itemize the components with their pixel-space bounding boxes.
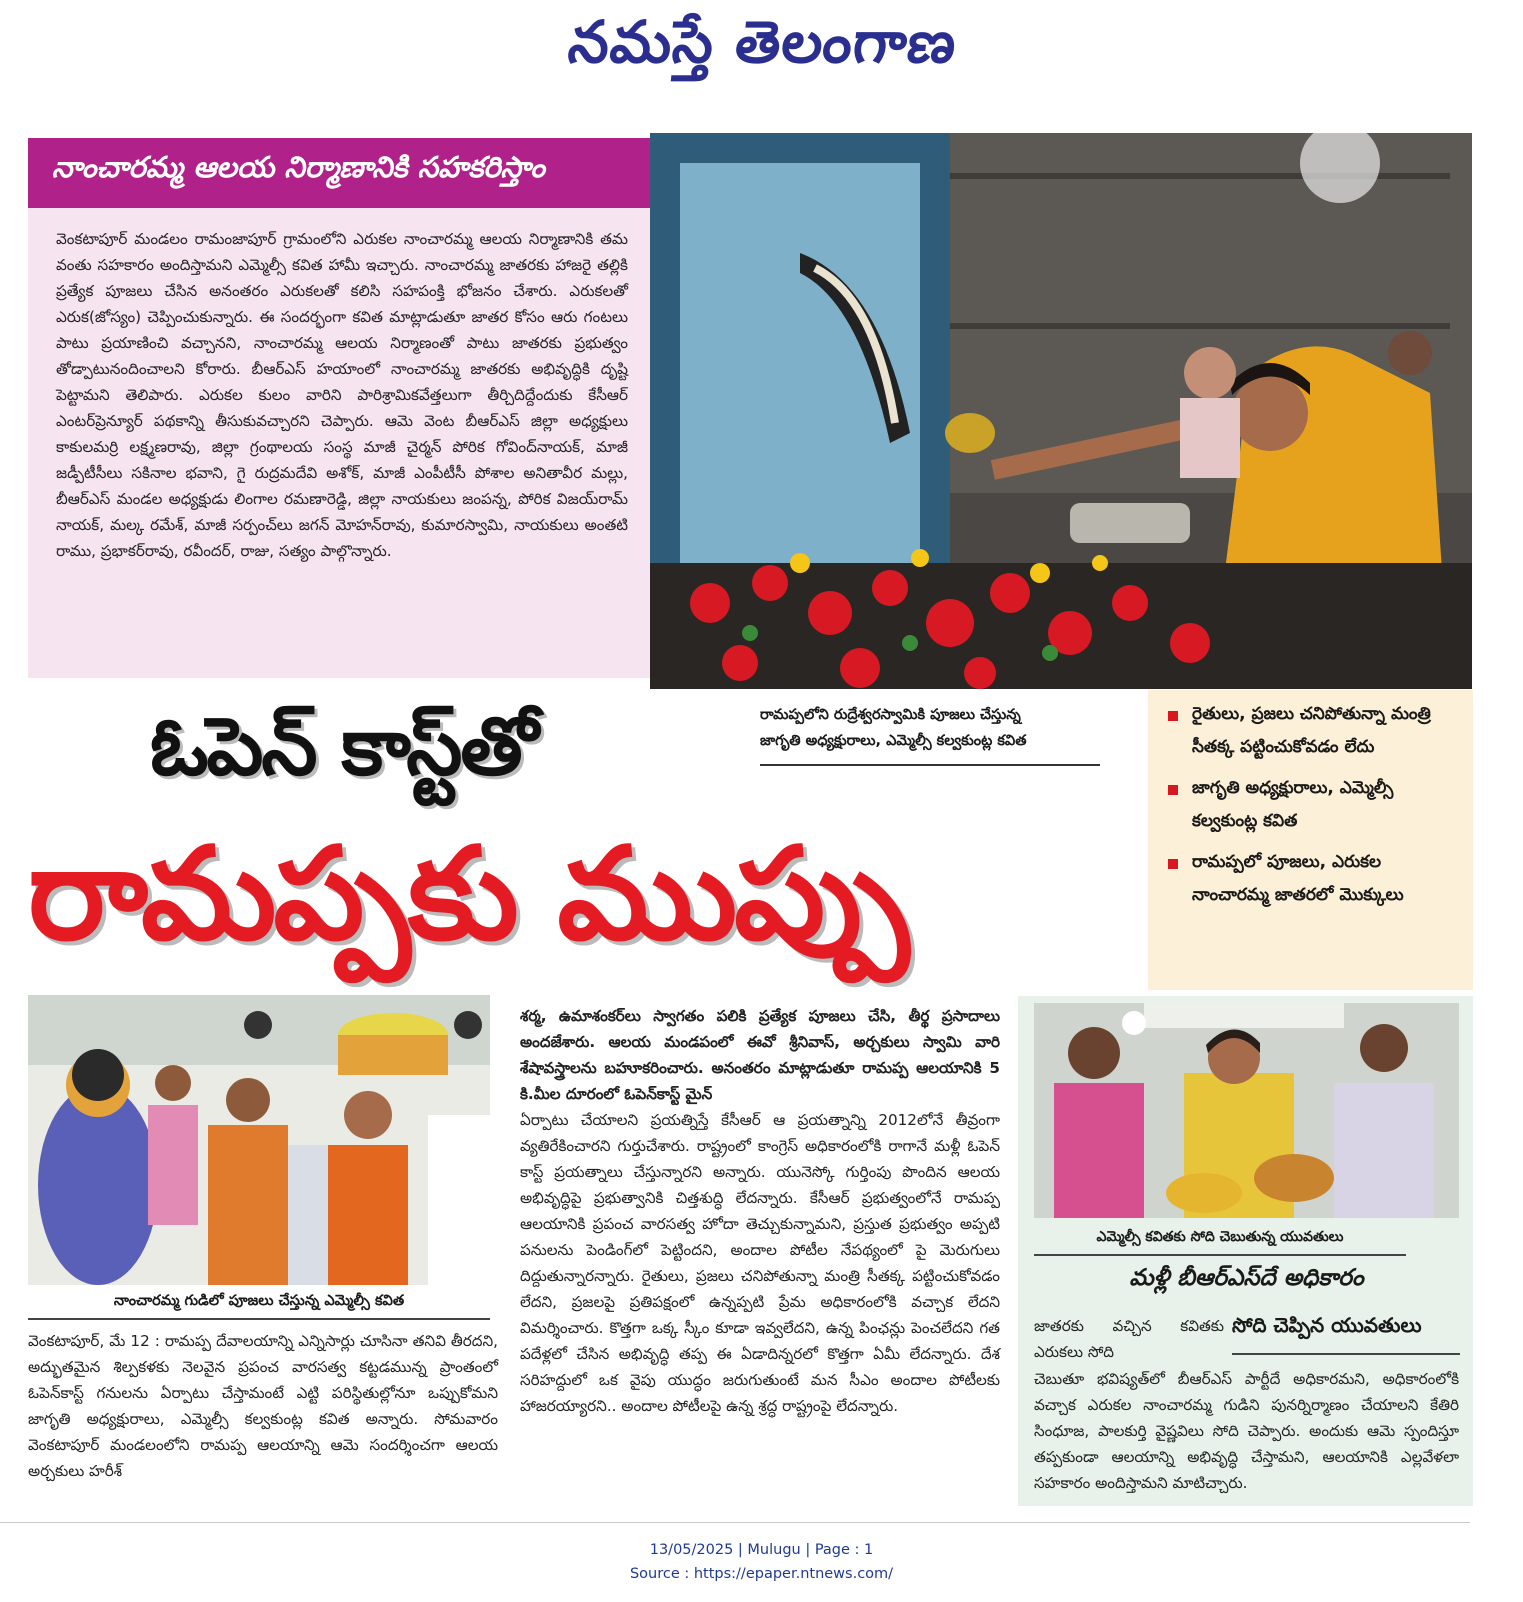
newspaper-title: నమస్తే తెలంగాణ — [564, 8, 960, 76]
edition-info: 13/05/2025 | Mulugu | Page : 1 — [649, 1542, 874, 1558]
side-story-headline-box — [1034, 1265, 1459, 1305]
main-story-body-left — [28, 1328, 498, 1498]
masthead — [0, 0, 1523, 110]
top-story-headline-banner — [28, 138, 650, 208]
side-story-lead-text: జాతరకు వచ్చిన కవితకు ఎరుకలు సోది — [1034, 1317, 1224, 1361]
side-story-subhead: సోది చెప్పిన యువతులు — [1232, 1313, 1422, 1337]
right-photo-caption-box — [1034, 1226, 1406, 1256]
footer-divider — [0, 1522, 1470, 1523]
footer — [0, 1538, 1523, 1598]
side-story-body — [1034, 1366, 1459, 1506]
side-story-body-start — [1034, 1313, 1224, 1373]
side-story-text: చెబుతూ భవిష్యత్‌లో బీఆర్ఎస్ పార్టీదే అధికారమని, అధికారంలోకి వచ్చాక ఎరుకల నాంచారమ్మ గుడిని పునర్నిర్మాణం చేయాలని కేతిరి సింధూజ, పాలకుర్తి వైష్ణవిలు సోది చెప్పారు. అందుకు ఆమె స్పందిస్తూ తప్పకుండా ఆలయాన్ని అభివృద్ధి చేస్తామని, ఆలయానికి ఎల్లవేళలా సహకారం అందిస్తామని మాటిచ్చారు. — [1034, 1370, 1459, 1492]
headline-line-2: రామప్పకు ముప్పు — [28, 820, 907, 969]
nancharamma-temple-photo — [28, 995, 490, 1285]
temple-pooja-photo — [650, 133, 1472, 689]
soothsaying-photo — [1034, 1003, 1459, 1218]
headline-line-1: ఓపెన్ కాస్ట్‌తో — [150, 700, 537, 793]
main-story-left-text: వెంకటాపూర్, మే 12 : రామప్ప దేవాలయాన్ని ఎన్నిసార్లు చూసినా తనివి తీరదని, అద్భుతమైన శిల్పకళకు నెలవైన ప్రపంచ వారసత్వ కట్టడమున్న ప్రాంతంలో ఓపెన్‌కాస్ట్ గనులను ఏర్పాటు చేస్తామంటే ఎట్టి పరిస్థితుల్లోనూ ఒప్పుకోమని జాగృతి అధ్యక్షురాలు, ఎమ్మెల్సీ కల్వకుంట్ల కవిత అన్నారు. సోమవారం వెంకటాపూర్ మండలంలోని రామప్ప ఆలయాన్ని ఆమె సందర్శించగా ఆలయ అర్చకులు హరీశ్ — [28, 1332, 498, 1480]
top-photo-caption-line-2: జాగృతి అధ్యక్షురాలు, ఎమ్మెల్సీ కల్వకుంట్ల కవిత — [760, 733, 1027, 749]
side-story-headline: మళ్లీ బీఆర్ఎస్‌దే అధికారం — [1129, 1265, 1364, 1291]
top-story-body-box — [28, 208, 650, 678]
main-story-body-center — [520, 1003, 1000, 1503]
top-story-body: వెంకటాపూర్ మండలం రామంజాపూర్ గ్రామంలోని ఎరుకల నాంచారమ్మ ఆలయ నిర్మాణానికి తమ వంతు సహకారం అందిస్తామని ఎమ్మెల్సీ కవిత హామీ ఇచ్చారు. నాంచారమ్మ జాతరకు హాజరై తల్లికి ప్రత్యేక పూజలు చేసిన అనంతరం ఎరుకలతో కలిసి సహపంక్తి భోజనం చేశారు. ఎరుకలతో ఎరుక(జోస్యం) చెప్పించుకున్నారు. ఈ సందర్భంగా కవిత మాట్లాడుతూ జాతర కోసం ఆరు గంటలు పాటు ప్రయాణించి వచ్చానని, నాంచారమ్మ ఆలయ నిర్మాణంతో పాటు జాతరకు ప్రభుత్వం తోడ్పాటునందించాలని కోరారు. బీఆర్ఎస్ హయాంలో నాంచారమ్మ జాతరకు అభివృద్ధికి దృష్టి పెట్టామని తెలిపారు. ఎరుకల కులం వారిని పారిశ్రామికవేత్తలుగా తీర్చిదిద్దేందుకు కేసీఆర్ ఎంటర్‌ప్రెన్యూర్ పథకాన్ని తీసుకువచ్చారని చెప్పారు. ఆమె వెంట బీఆర్ఎస్ జిల్లా అధ్యక్షులు కాకులమర్రి లక్ష్మణరావు, జిల్లా గ్రంథాలయ సంస్థ మాజీ చైర్మన్ పోరిక గోవింద్‌నాయక్, మాజీ జడ్పీటీసీలు సకినాల భవాని, గై రుద్రమదేవి అశోక్, మాజీ ఎంపీటీసీ పోశాల అనితావీర మల్లు, బీఆర్ఎస్ మండల అధ్యక్షుడు లింగాల రమణారెడ్డి, జిల్లా నాయకులు జంపన్న, పోరిక విజయ్‌రామ్ నాయక్, మల్క రమేశ్, మాజీ సర్పంచ్‌లు జగన్ మోహన్‌రావు, కుమారస్వామి, నాయకులు అంతటి రాము, ప్రభాకర్‌రావు, రవీందర్, రాజు, సత్యం పాల్గొన్నారు. — [56, 230, 628, 560]
side-story-subhead-box — [1232, 1313, 1460, 1355]
top-story-headline: నాంచారమ్మ ఆలయ నిర్మాణానికి సహకరిస్తాం — [52, 150, 545, 184]
main-story-center-text: ఏర్పాటు చేయాలని ప్రయత్నిస్తే కేసీఆర్ ఆ ప్రయత్నాన్ని 2012లోనే తీవ్రంగా వ్యతిరేకించారని గుర్తుచేశారు. రాష్ట్రంలో కాంగ్రెస్ అధికారంలోకి రాగానే మళ్లీ ఓపెన్ కాస్ట్ ప్రయత్నాలు చేస్తున్నారని అన్నారు. యునెస్కో గుర్తింపు పొందిన ఆలయ అభివృద్ధిపై ప్రభుత్వానికి చిత్తశుద్ధి లేదన్నారు. కేసీఆర్ ప్రభుత్వంలోనే రామప్ప ఆలయానికి ప్రపంచ వారసత్వ హోదా తెచ్చుకున్నామని, ప్రస్తుత ప్రభుత్వం అప్పటి పనులను పెండింగ్‌లో పెట్టిందని, అందాల పోటీల నేపథ్యంలో పై మెరుగులు దిద్దుతున్నారన్నారు. రైతులు, ప్రజలు చనిపోతున్నా మంత్రి సీతక్క పట్టించుకోవడం లేదని, ప్రజలపై ప్రతిపక్షంలో ఉన్నప్పటి ప్రేమ అధికారంలోకి వచ్చాక లేదని విమర్శించారు. కొత్తగా ఒక్క స్కీం కూడా ఇవ్వలేదని, ఉన్న పింఛన్లు పెంచలేదని గత పదేళ్లలో చేసిన అభివృద్ధి తప్ప ఈ ఏడాదిన్నరలో కొత్తగా ఏమీ లేదన్నారు. దేశ సరిహద్దులో ఒక వైపు యుద్ధం జరుగుతుంటే మన సీఎం అందాల పోటీలకు హాజరయ్యారని.. అందాల పోటీలపై ఉన్న శ్రద్ధ రాష్ట్రంపై లేదన్నారు. — [520, 1111, 1000, 1415]
highlight-item: రామప్పలో పూజలు, ఎరుకల నాంచారమ్మ జాతరలో మొక్కులు — [1164, 846, 1463, 912]
highlight-item: రైతులు, ప్రజలు చనిపోతున్నా మంత్రి సీతక్క పట్టించుకోవడం లేదు — [1164, 698, 1463, 764]
right-photo-caption: ఎమ్మెల్సీ కవితకు సోది చెబుతున్న యువతులు — [1096, 1229, 1344, 1245]
left-photo-caption-box — [28, 1290, 490, 1320]
highlight-item: జాగృతి అధ్యక్షురాలు, ఎమ్మెల్సీ కల్వకుంట్ల కవిత — [1164, 772, 1463, 838]
source-link[interactable]: Source : https://epaper.ntnews.com/ — [629, 1566, 894, 1582]
main-story-center-bold-text: శర్మ, ఉమాశంకర్‌లు స్వాగతం పలికి ప్రత్యేక పూజలు చేసి, తీర్థ ప్రసాదాలు అందజేశారు. ఆలయ మండపంలో ఈవో శ్రీనివాస్, అర్చకులు స్వామి వారి శేషావస్త్రాలను బహూకరించారు. అనంతరం మాట్లాడుతూ రామప్ప ఆలయానికి 5 కి.మీల దూరంలో ఓపెన్‌కాస్ట్ మైన్ — [520, 1007, 1000, 1103]
left-photo-caption: నాంచారమ్మ గుడిలో పూజలు చేస్తున్న ఎమ్మెల్సీ కవిత — [113, 1293, 405, 1309]
top-photo-caption — [760, 702, 1100, 766]
highlights-box — [1148, 690, 1473, 990]
top-photo-caption-line-1: రామప్పలోని రుద్రేశ్వరస్వామికి పూజలు చేస్తున్న — [760, 707, 1021, 723]
